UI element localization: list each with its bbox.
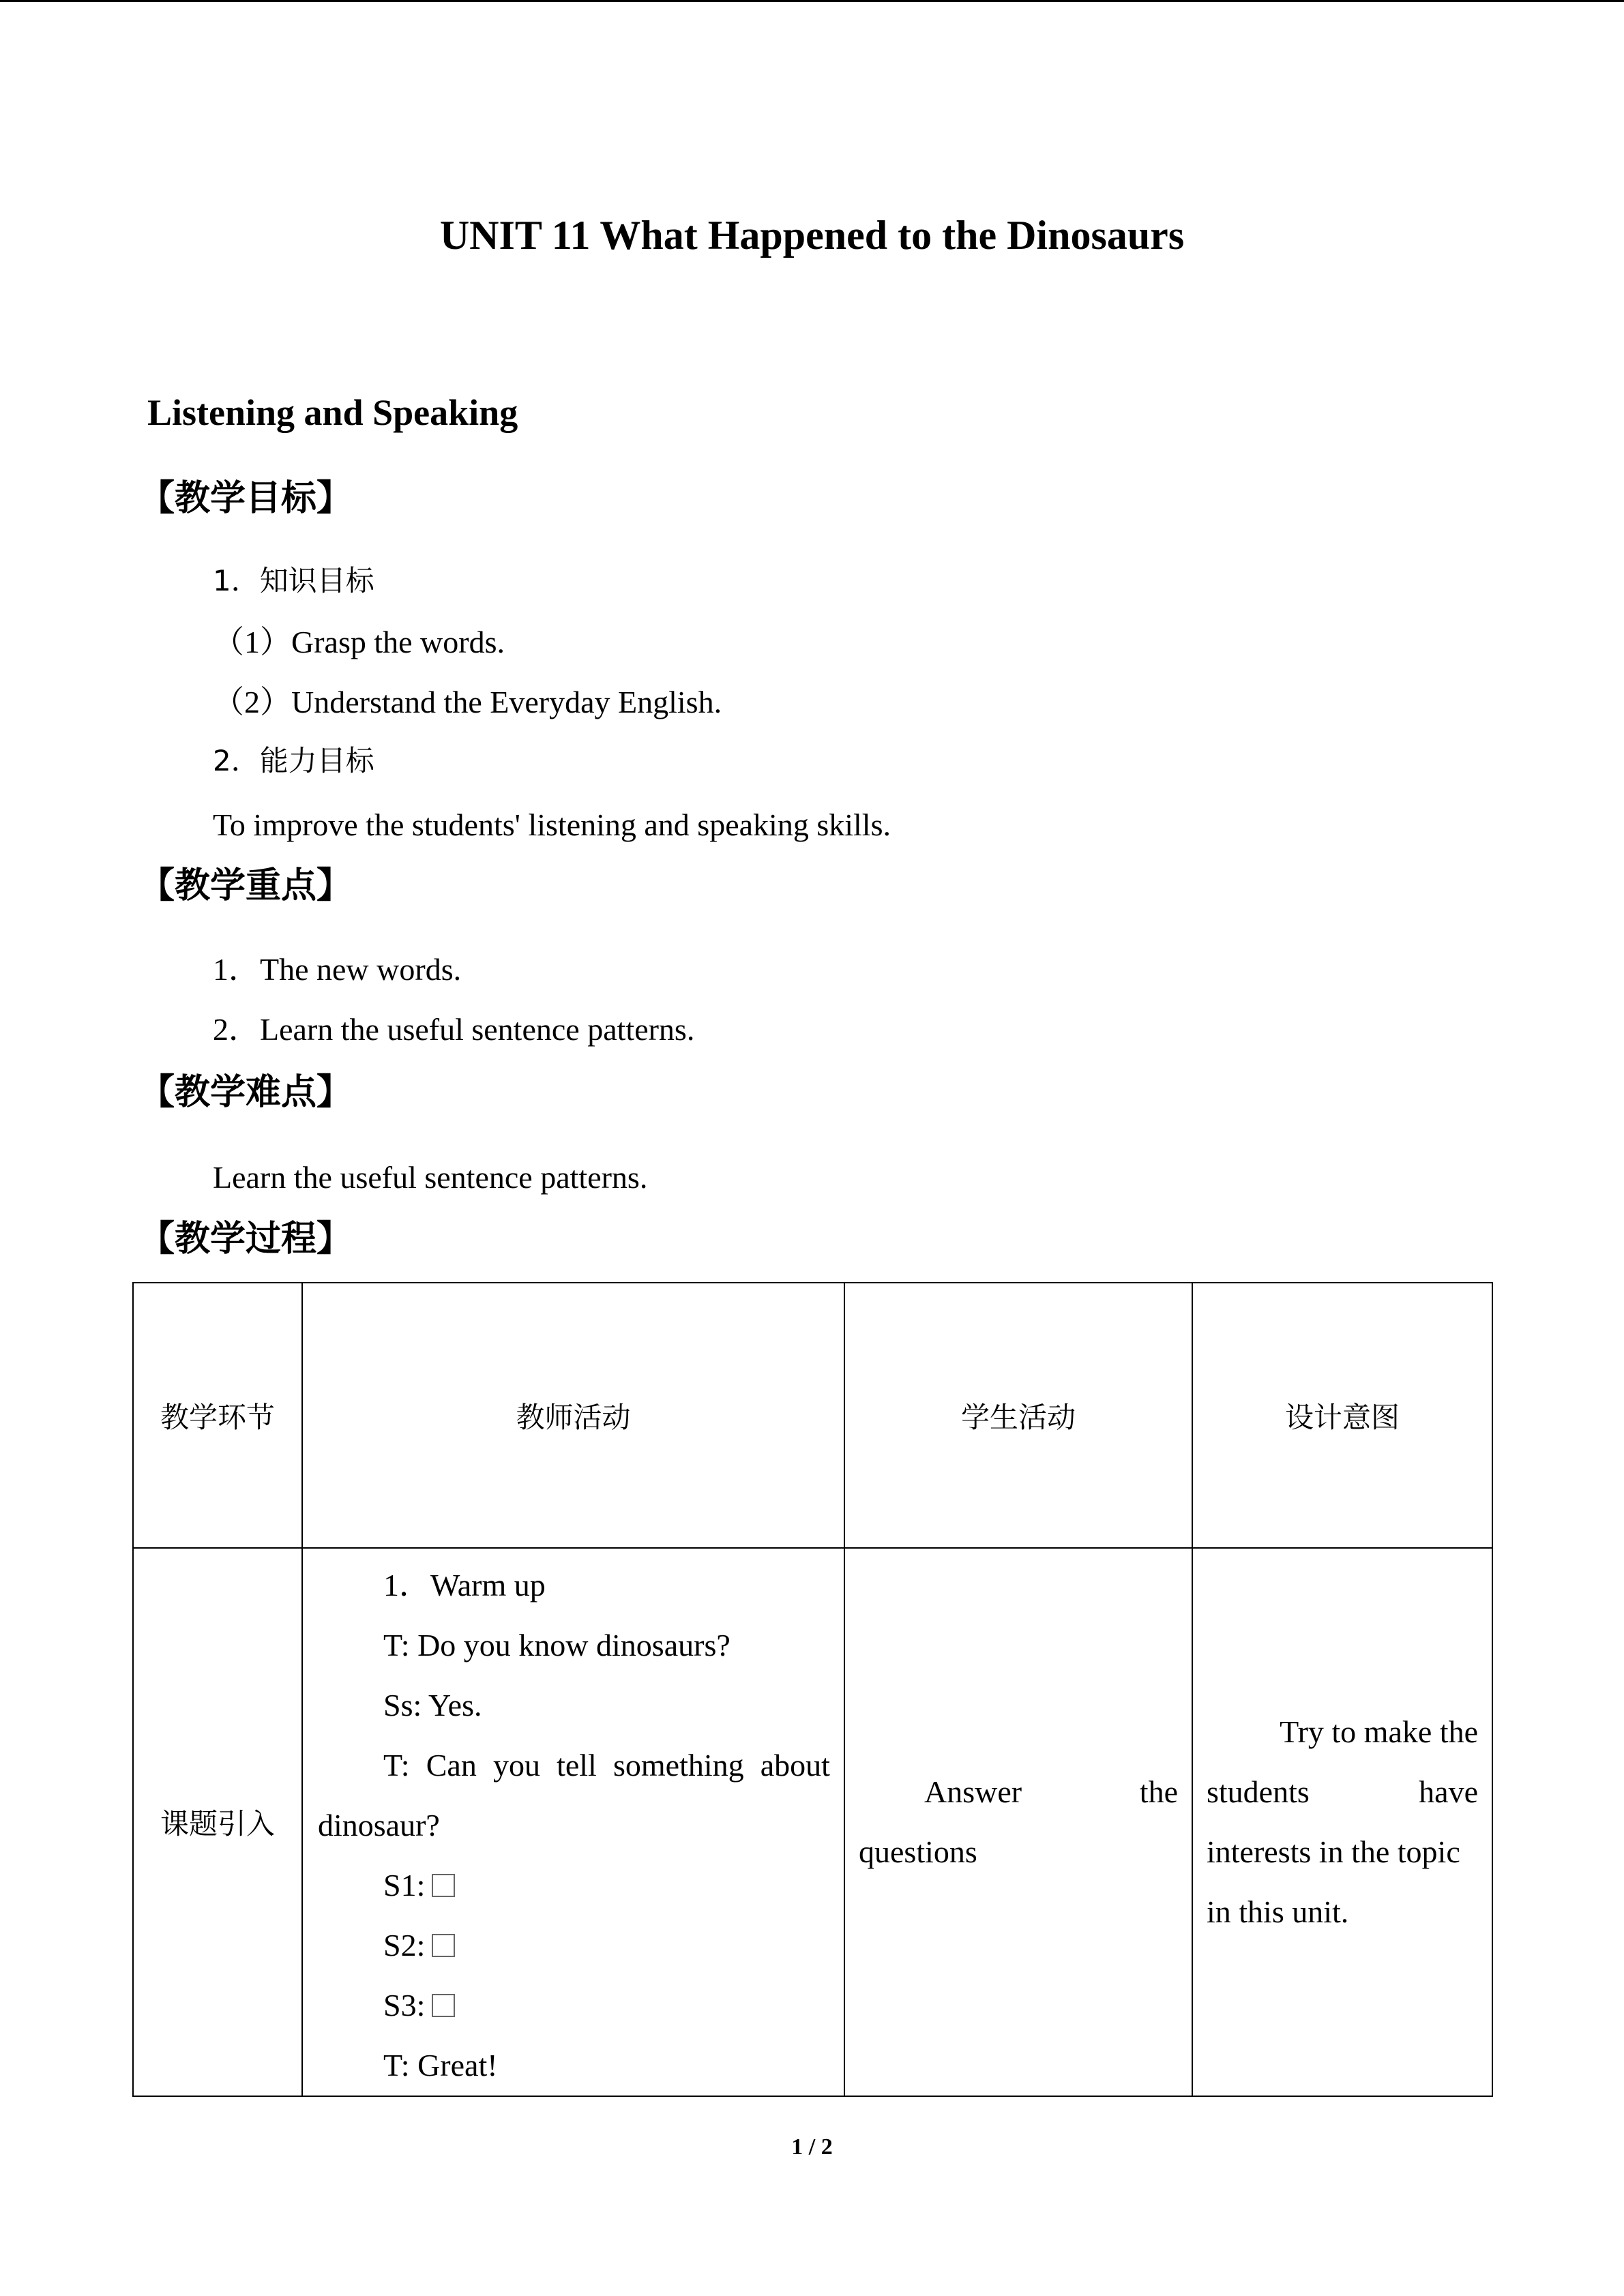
student-activity-cell — [844, 1548, 1192, 2096]
word: have — [1419, 1774, 1478, 1809]
teacher-activity-cell — [302, 1548, 844, 2096]
process-heading: 【教学过程】 — [139, 1219, 353, 1259]
table-header-row — [133, 1283, 1492, 1548]
column-header-design-intent: 设计意图 — [1192, 1283, 1492, 1548]
word: tell — [557, 1748, 597, 1783]
word: Can — [426, 1748, 477, 1783]
section-subtitle: Listening and Speaking — [147, 392, 518, 433]
design-intent-cell — [1192, 1548, 1492, 2096]
difficulty-text: Learn the useful sentence patterns. — [213, 1160, 648, 1195]
intent-line-2 — [1207, 1762, 1478, 1822]
student-activity-line-2: questions — [859, 1834, 977, 1869]
stage-cell: 课题引入 — [133, 1548, 302, 2096]
column-header-stage: 教学环节 — [133, 1283, 302, 1548]
blank-box-icon — [432, 1874, 455, 1897]
difficulties-heading: 【教学难点】 — [139, 1072, 353, 1113]
table-row — [133, 1548, 1492, 2096]
word: you — [492, 1748, 540, 1783]
student-3-label: S3: — [383, 1988, 426, 2023]
word: Answer — [924, 1774, 1022, 1809]
blank-box-icon — [432, 1994, 455, 2017]
intent-line-1: Try to make the — [1280, 1714, 1478, 1749]
student-2-label: S2: — [383, 1928, 426, 1963]
knowledge-item-2: （2）Understand the Everyday English. — [213, 685, 722, 719]
student-activity-line-1 — [859, 1762, 1178, 1822]
students-answer-1: Ss: Yes. — [383, 1688, 482, 1723]
word: something — [612, 1748, 744, 1783]
key-point-1: 1．The new words. — [213, 952, 462, 987]
key-points-heading: 【教学重点】 — [139, 865, 353, 906]
teaching-process-table — [132, 1282, 1493, 2097]
word: T: — [383, 1748, 410, 1783]
blank-box-icon — [432, 1934, 455, 1957]
teacher-closing: T: Great! — [383, 2048, 498, 2083]
knowledge-item-1: （1）Grasp the words. — [213, 625, 505, 659]
word: students — [1207, 1774, 1310, 1809]
page-top-border — [0, 0, 1624, 2]
teacher-question-1: T: Do you know dinosaurs? — [383, 1628, 730, 1663]
student-3-answer — [303, 1976, 844, 2036]
knowledge-goal-label: 1．知识目标 — [213, 564, 374, 597]
page-number: 1 / 2 — [791, 2134, 833, 2160]
intent-line-3: interests in the topic — [1207, 1834, 1460, 1869]
word: the — [1139, 1774, 1178, 1809]
intent-line-4: in this unit. — [1207, 1894, 1349, 1929]
student-1-answer — [303, 1855, 844, 1915]
teacher-question-2 — [303, 1735, 844, 1795]
column-header-student-activity: 学生活动 — [844, 1283, 1192, 1548]
student-2-answer — [303, 1915, 844, 1976]
page-title: UNIT 11 What Happened to the Dinosaurs — [439, 213, 1185, 258]
word: about — [760, 1748, 830, 1783]
ability-goal-text: To improve the students' listening and speaking skills. — [213, 807, 891, 842]
ability-goal-label: 2．能力目标 — [213, 744, 374, 777]
teacher-question-2-continued: dinosaur? — [318, 1808, 440, 1843]
key-point-2: 2．Learn the useful sentence patterns. — [213, 1012, 695, 1047]
objectives-heading: 【教学目标】 — [139, 478, 353, 519]
student-1-label: S1: — [383, 1868, 426, 1903]
column-header-teacher-activity: 教师活动 — [302, 1283, 844, 1548]
warm-up-step: 1．Warm up — [383, 1568, 546, 1602]
